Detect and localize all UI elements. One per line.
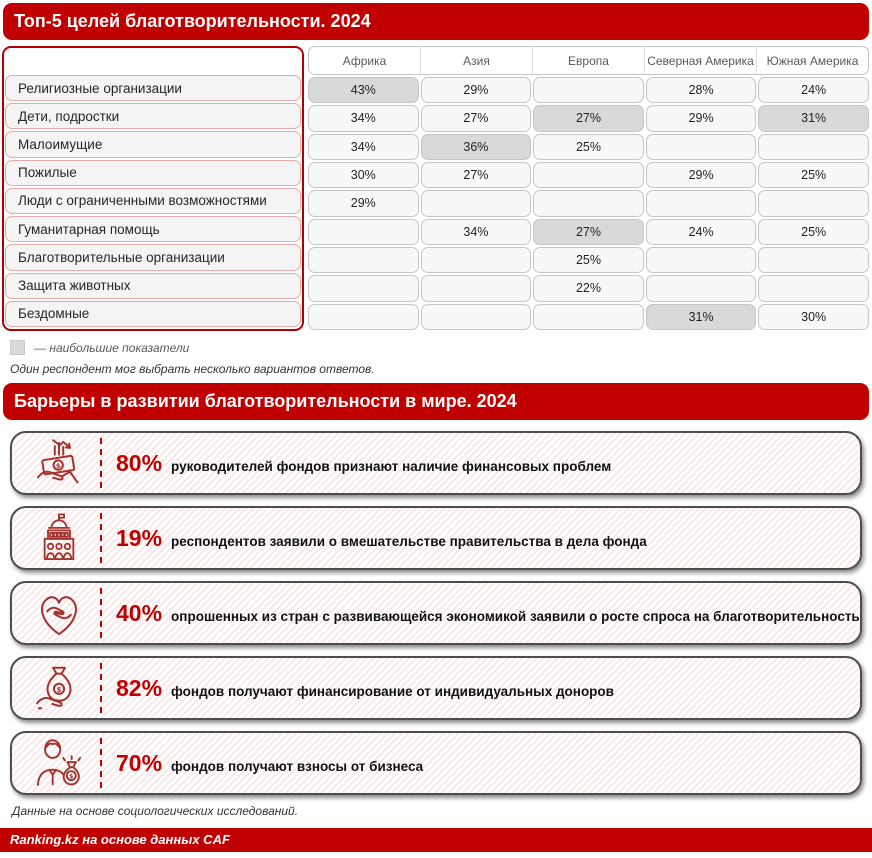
svg-text:$: $ bbox=[69, 772, 74, 780]
value-cell bbox=[533, 190, 644, 216]
barrier-card bbox=[10, 431, 862, 495]
table-row bbox=[307, 76, 870, 104]
value-cell: 30% bbox=[308, 162, 419, 188]
government-building-icon bbox=[26, 511, 92, 565]
row-label: Пожилые bbox=[5, 160, 301, 186]
row-label-column bbox=[2, 46, 304, 331]
value-area bbox=[307, 46, 870, 331]
value-cell: 29% bbox=[421, 77, 532, 103]
value-cell bbox=[533, 162, 644, 188]
value-cell: 34% bbox=[308, 105, 419, 131]
value-cell bbox=[421, 247, 532, 273]
value-cell bbox=[533, 77, 644, 103]
value-cell-highlighted: 31% bbox=[758, 105, 869, 131]
value-cell-highlighted: 43% bbox=[308, 77, 419, 103]
dashed-divider bbox=[100, 513, 102, 563]
value-cell: 34% bbox=[308, 134, 419, 160]
table-row bbox=[307, 246, 870, 274]
value-cell: 24% bbox=[646, 219, 757, 245]
dashed-divider bbox=[100, 588, 102, 638]
footer-note: Данные на основе социологических исследований. bbox=[12, 804, 299, 818]
table-row bbox=[307, 104, 870, 132]
value-cell bbox=[646, 190, 757, 216]
heart-hands-icon bbox=[26, 586, 92, 640]
barrier-percentage: 40% bbox=[116, 599, 163, 626]
row-label: Религиозные организации bbox=[5, 75, 301, 101]
barrier-percentage: 80% bbox=[116, 449, 163, 476]
value-cell: 25% bbox=[758, 219, 869, 245]
legend bbox=[10, 340, 872, 355]
money-hand-decline-icon bbox=[26, 436, 92, 490]
value-cell bbox=[758, 134, 869, 160]
empty-corner-cell bbox=[5, 49, 301, 74]
row-label: Защита животных bbox=[5, 273, 301, 299]
table-row bbox=[307, 303, 870, 331]
businessman-money-icon bbox=[26, 736, 92, 790]
dashed-divider bbox=[100, 663, 102, 713]
table-row bbox=[307, 189, 870, 217]
value-cell: 27% bbox=[421, 105, 532, 131]
barrier-description: опрошенных из стран с развивающейся экономикой заявили о росте спроса на благотворительность bbox=[171, 608, 860, 624]
barrier-percentage: 19% bbox=[116, 524, 163, 551]
table-row bbox=[307, 274, 870, 302]
value-cell bbox=[758, 275, 869, 301]
value-cell: 29% bbox=[308, 190, 419, 216]
column-header: Южная Америка bbox=[756, 47, 868, 74]
legend-label: — наибольшие показатели bbox=[34, 340, 190, 355]
value-cell-highlighted: 36% bbox=[421, 134, 532, 160]
table-row bbox=[307, 133, 870, 161]
value-cell: 34% bbox=[421, 219, 532, 245]
barrier-description: респондентов заявили о вмешательстве правительства в дела фонда bbox=[171, 533, 647, 549]
value-cell bbox=[758, 247, 869, 273]
top-section-title: Топ-5 целей благотворительности. 2024 bbox=[3, 3, 869, 40]
value-cell: 27% bbox=[421, 162, 532, 188]
barrier-card bbox=[10, 731, 862, 795]
row-label: Малоимущие bbox=[5, 131, 301, 157]
highlight-swatch-icon bbox=[10, 340, 25, 355]
table-row bbox=[307, 161, 870, 189]
value-cell bbox=[533, 304, 644, 330]
barrier-description: фондов получают взносы от бизнеса bbox=[171, 758, 424, 774]
column-header: Европа bbox=[532, 47, 644, 74]
money-bag-hand-icon bbox=[26, 661, 92, 715]
column-header-row bbox=[308, 46, 869, 75]
dashed-divider bbox=[100, 738, 102, 788]
value-cell bbox=[421, 304, 532, 330]
value-cell-highlighted: 31% bbox=[646, 304, 757, 330]
barrier-description: фондов получают финансирование от индивидуальных доноров bbox=[171, 683, 614, 699]
column-header: Африка bbox=[342, 53, 387, 68]
value-cell: 25% bbox=[758, 162, 869, 188]
value-cell: 28% bbox=[646, 77, 757, 103]
value-cell bbox=[646, 275, 757, 301]
value-cell bbox=[646, 134, 757, 160]
value-cell bbox=[646, 247, 757, 273]
barrier-percentage: 82% bbox=[116, 674, 163, 701]
svg-text:$: $ bbox=[55, 461, 62, 471]
barrier-percentage: 70% bbox=[116, 749, 163, 776]
barrier-description: руководителей фондов признают наличие финансовых проблем bbox=[171, 458, 612, 474]
value-cell bbox=[308, 247, 419, 273]
value-cell bbox=[308, 304, 419, 330]
column-header: Азия bbox=[420, 47, 532, 74]
column-header: Северная Америка bbox=[644, 47, 756, 74]
row-label: Дети, подростки bbox=[5, 103, 301, 129]
value-cell: 25% bbox=[533, 134, 644, 160]
barrier-card bbox=[10, 581, 862, 645]
value-cell bbox=[421, 190, 532, 216]
table-row bbox=[307, 218, 870, 246]
value-cell bbox=[308, 275, 419, 301]
value-cell bbox=[758, 190, 869, 216]
table-note: Один респондент мог выбрать несколько вариантов ответов. bbox=[10, 362, 375, 376]
row-label: Благотворительные организации bbox=[5, 244, 301, 270]
source-bar: Ranking.kz на основе данных CAF bbox=[0, 828, 872, 852]
row-label: Гуманитарная помощь bbox=[5, 216, 301, 242]
value-cell: 29% bbox=[646, 162, 757, 188]
value-cell: 22% bbox=[533, 275, 644, 301]
value-cell-highlighted: 27% bbox=[533, 219, 644, 245]
barrier-card bbox=[10, 506, 862, 570]
barrier-card bbox=[10, 656, 862, 720]
bottom-section-title: Барьеры в развитии благотворительности в мире. 2024 bbox=[3, 383, 869, 420]
row-label: Бездомные bbox=[5, 301, 301, 327]
svg-text:$: $ bbox=[56, 685, 62, 695]
value-cell bbox=[421, 275, 532, 301]
value-cell: 25% bbox=[533, 247, 644, 273]
dashed-divider bbox=[100, 438, 102, 488]
row-label: Люди с ограниченными возможностями bbox=[5, 188, 301, 214]
barriers-list bbox=[10, 431, 862, 795]
value-cell: 30% bbox=[758, 304, 869, 330]
value-cell bbox=[308, 219, 419, 245]
goals-table bbox=[2, 46, 870, 331]
value-cell-highlighted: 27% bbox=[533, 105, 644, 131]
value-cell: 24% bbox=[758, 77, 869, 103]
value-cell: 29% bbox=[646, 105, 757, 131]
